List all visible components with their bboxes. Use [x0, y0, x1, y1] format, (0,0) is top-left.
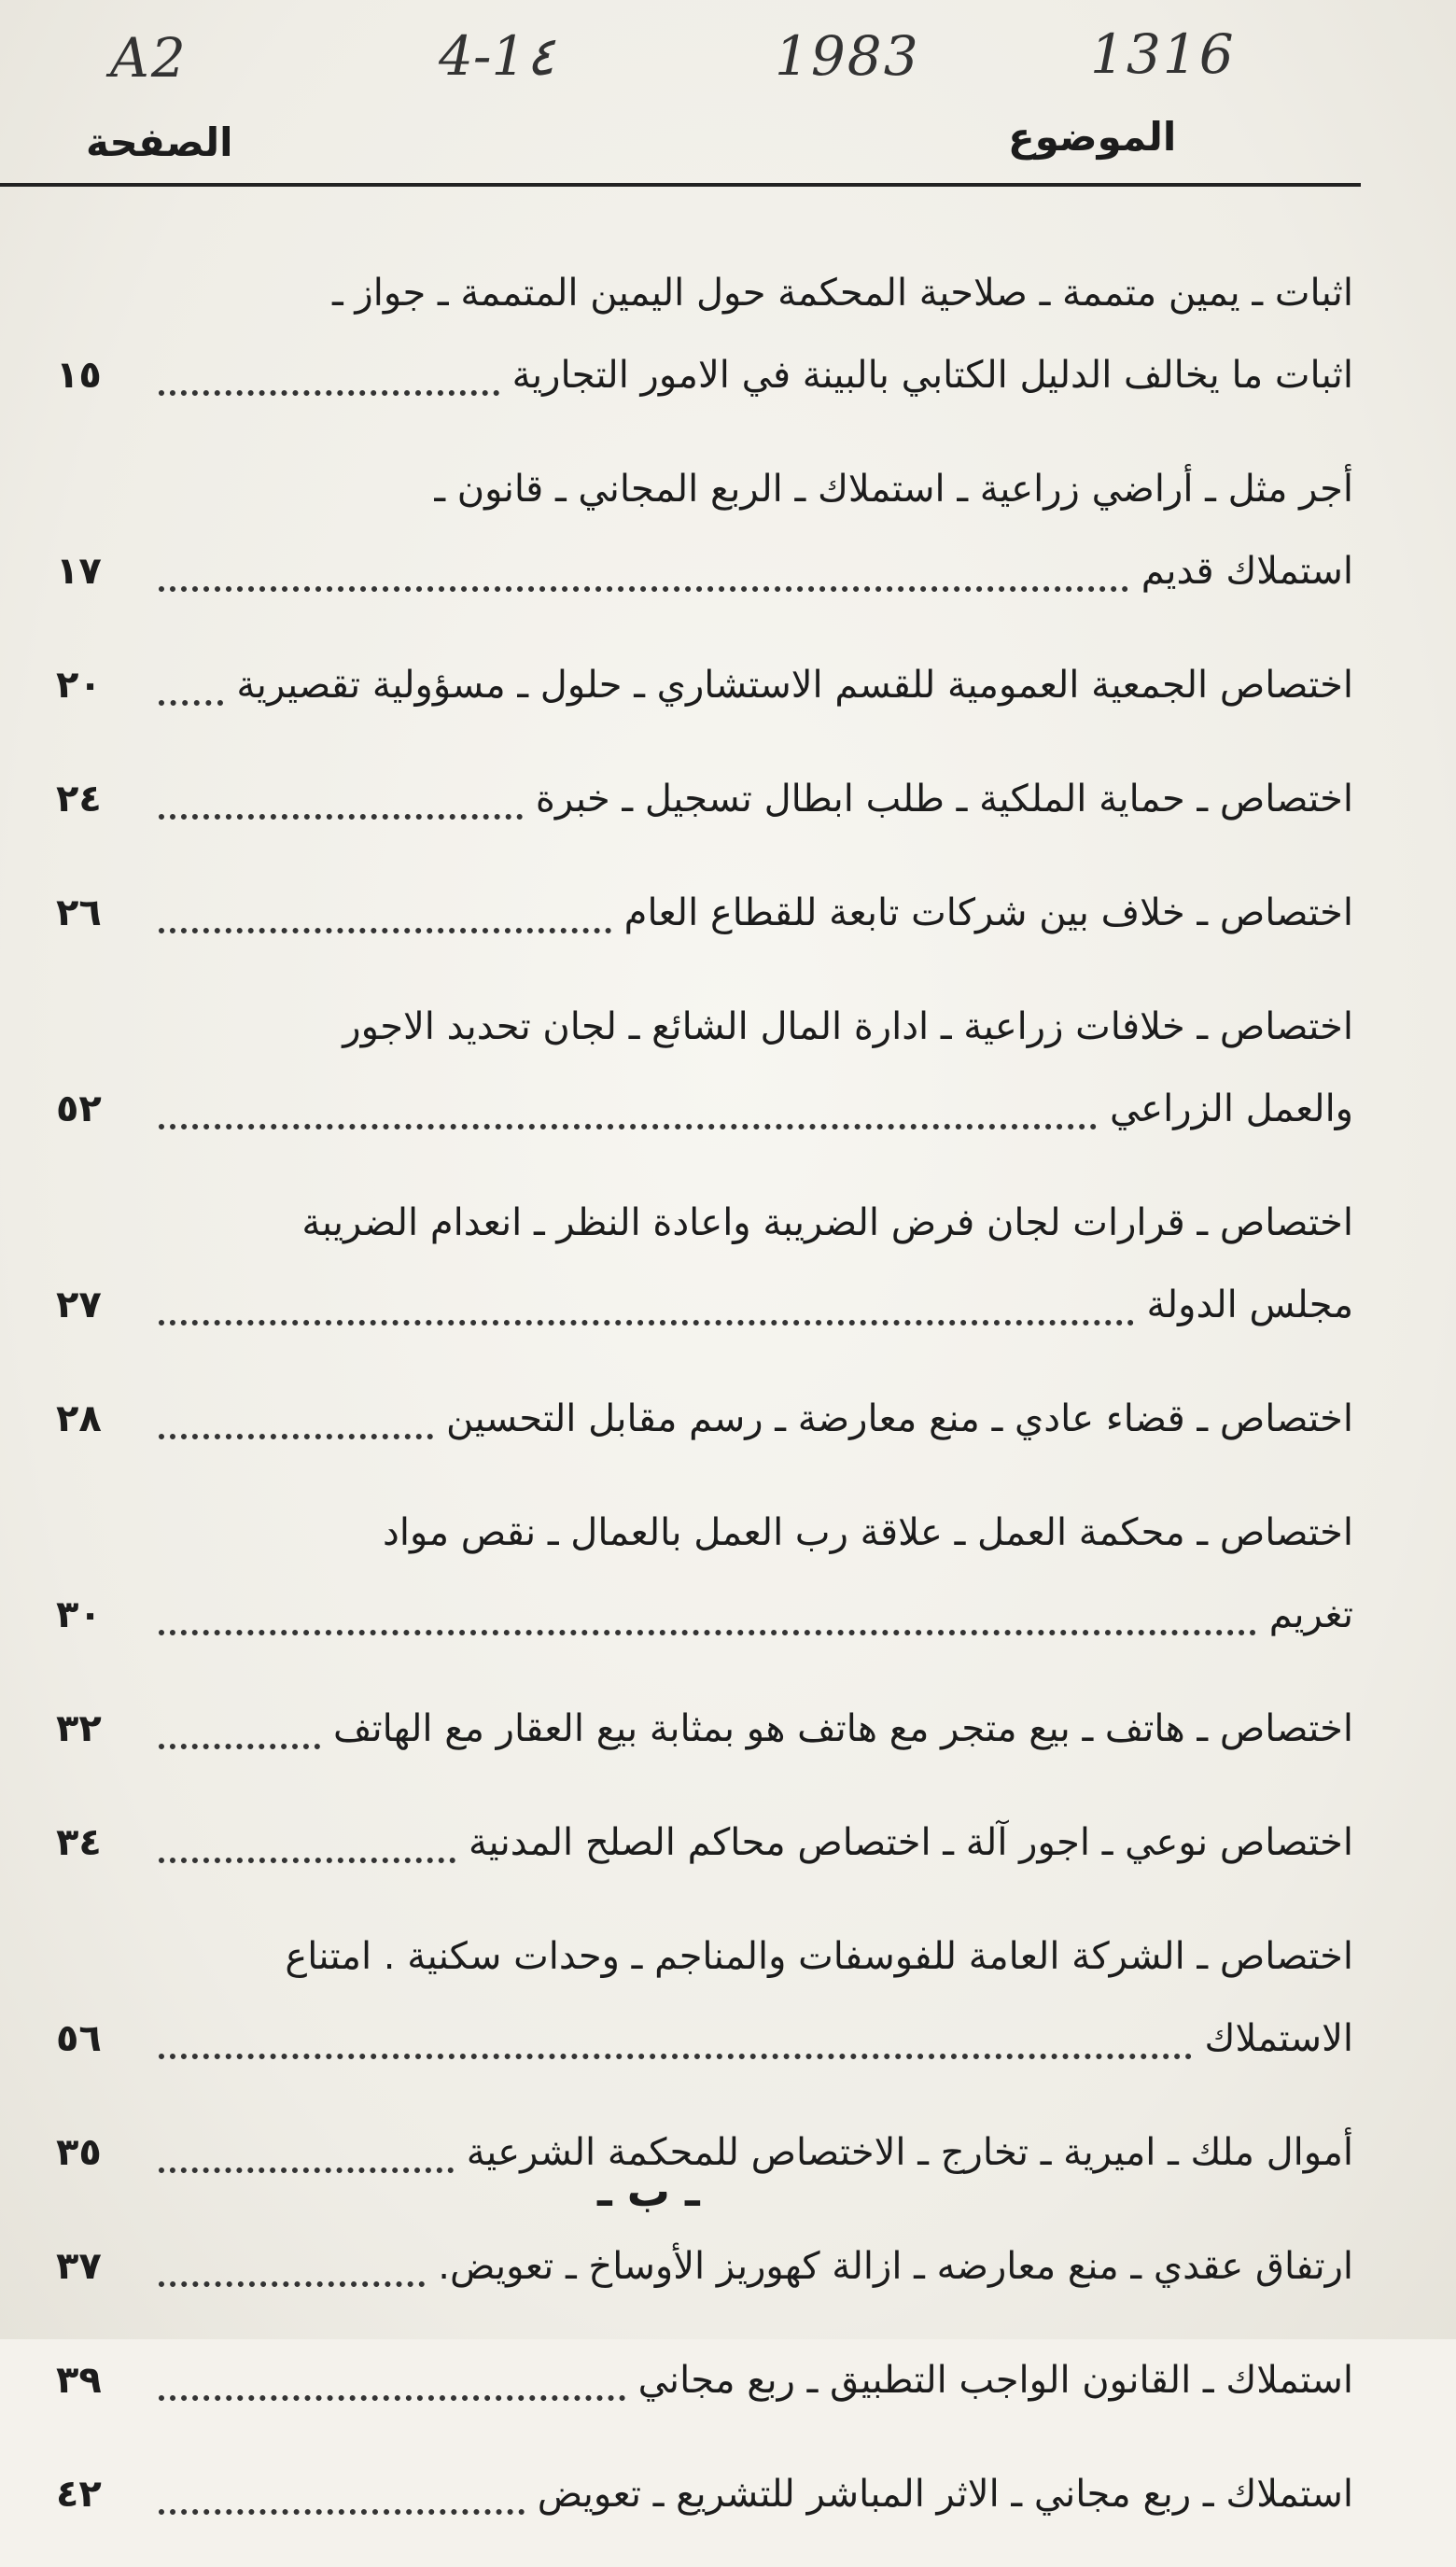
index-entry-line [56, 1068, 1353, 1150]
index-entry-subject-continued: استملاك قديم [1141, 550, 1353, 593]
index-entry-subject: اختصاص ـ قرارات لجان فرض الضريبة واعادة النظر ـ انعدام الضريبة [301, 1201, 1353, 1244]
index-entry-page: ٥٦ [56, 2017, 102, 2060]
dot-leader [159, 928, 611, 933]
index-entry-page: ٢٧ [56, 1284, 102, 1326]
index-entry-line [56, 530, 1353, 612]
index-entry-page: ١٥ [56, 354, 102, 397]
handwritten-year: 1983 [775, 24, 920, 88]
dot-leader [159, 1434, 433, 1439]
index-entry-subject: اختصاص ـ قضاء عادي ـ منع معارضة ـ رسم مقابل التحسين [446, 1397, 1353, 1440]
index-entry-line [56, 2225, 1353, 2307]
index-entry-page: ٣٥ [56, 2131, 102, 2174]
dot-leader [159, 1124, 1097, 1129]
dot-leader [159, 2054, 1192, 2059]
index-entry-page: ٤٢ [56, 2473, 102, 2516]
dot-leader [159, 1630, 1256, 1635]
index-entry [56, 2111, 1353, 2194]
index-entry-subject: اختصاص ـ محكمة العمل ـ علاقة رب العمل بالعمال ـ نقص مواد [383, 1511, 1353, 1554]
index-entry-subject: استملاك ـ ربع مجاني ـ الاثر المباشر للتشريع ـ تعويض [537, 2473, 1353, 2516]
index-entry-line [56, 2111, 1353, 2194]
handwritten-archive-code: A2 [110, 26, 188, 90]
index-entry-page: ٣٧ [56, 2245, 102, 2288]
index-entry [56, 986, 1353, 1150]
dot-leader [159, 2395, 625, 2401]
index-entry-subject-continued: والعمل الزراعي [1109, 1087, 1353, 1130]
index-entry-line [56, 1802, 1353, 1884]
dot-leader [159, 1320, 1134, 1326]
index-entry-subject: اختصاص الجمعية العمومية للقسم الاستشاري ـ حلول ـ مسؤولية تقصيرية [236, 664, 1353, 707]
dot-leader [159, 390, 499, 396]
index-entry [56, 1688, 1353, 1770]
index-entry-line [56, 644, 1353, 726]
dot-leader [159, 2281, 425, 2287]
index-entry-line [56, 1492, 1353, 1574]
index-entry-page: ١٧ [56, 550, 102, 593]
index-entry [56, 448, 1353, 612]
index-entry-page: ٢٠ [56, 664, 102, 707]
index-entry-page: ٣٩ [56, 2359, 102, 2402]
index-entry [56, 1915, 1353, 2080]
index-entry-subject: اختصاص ـ هاتف ـ بيع متجر مع هاتف هو بمثابة بيع العقار مع الهاتف [333, 1707, 1353, 1750]
header-divider [0, 183, 1361, 187]
dot-leader [159, 2167, 454, 2173]
subject-column-header: الموضوع [1008, 114, 1177, 160]
dot-leader [159, 586, 1128, 592]
index-entry-subject-continued: الاستملاك [1204, 2017, 1353, 2060]
index-entry [56, 1378, 1353, 1460]
index-entry [56, 2225, 1353, 2307]
index-entry-subject: اختصاص نوعي ـ اجور آلة ـ اختصاص محاكم الصلح المدنية [469, 1821, 1353, 1864]
index-entry-line [56, 872, 1353, 954]
index-entry-subject-continued: مجلس الدولة [1146, 1284, 1353, 1326]
index-entry-line [56, 1378, 1353, 1460]
index-entry-line [56, 252, 1353, 334]
index-entry [56, 758, 1353, 840]
index-entry [56, 2453, 1353, 2535]
index-entry-page: ٣٢ [56, 1707, 102, 1750]
index-entry-subject: أموال ملك ـ اميرية ـ تخارج ـ الاختصاص للمحكمة الشرعية [466, 2131, 1353, 2174]
index-entry-line [56, 986, 1353, 1068]
index-entry-page: ٢٤ [56, 778, 102, 821]
index-entry-subject: أجر مثل ـ أراضي زراعية ـ استملاك ـ الربع المجاني ـ قانون ـ [434, 468, 1353, 511]
index-entry [56, 1802, 1353, 1884]
index-entry-subject: اختصاص ـ حماية الملكية ـ طلب ابطال تسجيل ـ خبرة [535, 778, 1353, 821]
dot-leader [159, 2509, 525, 2515]
index-entry-subject: اختصاص ـ خلافات زراعية ـ ادارة المال الشائع ـ لجان تحديد الاجور [343, 1005, 1353, 1048]
dot-leader [159, 1858, 455, 1863]
index-entry [56, 872, 1353, 954]
index-entry-line [56, 1264, 1353, 1346]
index-entry [56, 1492, 1353, 1656]
index-entry-subject: اختصاص ـ الشركة العامة للفوسفات والمناجم ـ وحدات سكنية . امتناع [285, 1935, 1353, 1978]
index-entry-subject: ارتفاق عقدي ـ منع معارضه ـ ازالة كهوريز الأوساخ ـ تعويض. [438, 2245, 1353, 2288]
index-entry-page: ٣٠ [56, 1593, 102, 1636]
index-entry-subject-continued: اثبات ما يخالف الدليل الكتابي بالبينة في الامور التجارية [511, 354, 1353, 397]
index-entry-line [56, 1574, 1353, 1656]
index-entry-line [56, 334, 1353, 416]
index-entry-line [56, 2453, 1353, 2535]
handwritten-record-number: 1316 [1090, 22, 1236, 86]
index-entry [56, 252, 1353, 416]
page-letter: ـ ب ـ [597, 2166, 700, 2216]
index-entry-subject: اثبات ـ يمين متممة ـ صلاحية المحكمة حول اليمين المتممة ـ جواز ـ [331, 272, 1353, 315]
index-entry-line [56, 448, 1353, 530]
handwritten-ref-number: 4-1٤ [439, 24, 555, 88]
index-entry-line [56, 2339, 1353, 2421]
index-entry-subject-continued: تغريم [1268, 1593, 1353, 1636]
index-entry-page: ٢٦ [56, 891, 102, 934]
index-entry-line [56, 758, 1353, 840]
index-entries-list [56, 252, 1353, 2567]
index-entry [56, 644, 1353, 726]
page-column-header: الصفحة [86, 119, 233, 165]
index-entry-subject: استملاك ـ القانون الواجب التطبيق ـ ربع مجاني [637, 2359, 1353, 2402]
index-entry-line [56, 1688, 1353, 1770]
dot-leader [159, 700, 223, 706]
index-entry [56, 1182, 1353, 1346]
index-entry-line [56, 1182, 1353, 1264]
index-entry-page: ٢٨ [56, 1397, 102, 1440]
index-entry-line [56, 1998, 1353, 2080]
index-entry [56, 2339, 1353, 2421]
index-entry-line [56, 1915, 1353, 1998]
dot-leader [159, 1744, 320, 1749]
index-entry-page: ٣٤ [56, 1821, 102, 1864]
dot-leader [159, 814, 523, 820]
index-entry-page: ٥٢ [56, 1087, 102, 1130]
index-entry-subject: اختصاص ـ خلاف بين شركات تابعة للقطاع العام [623, 891, 1353, 934]
